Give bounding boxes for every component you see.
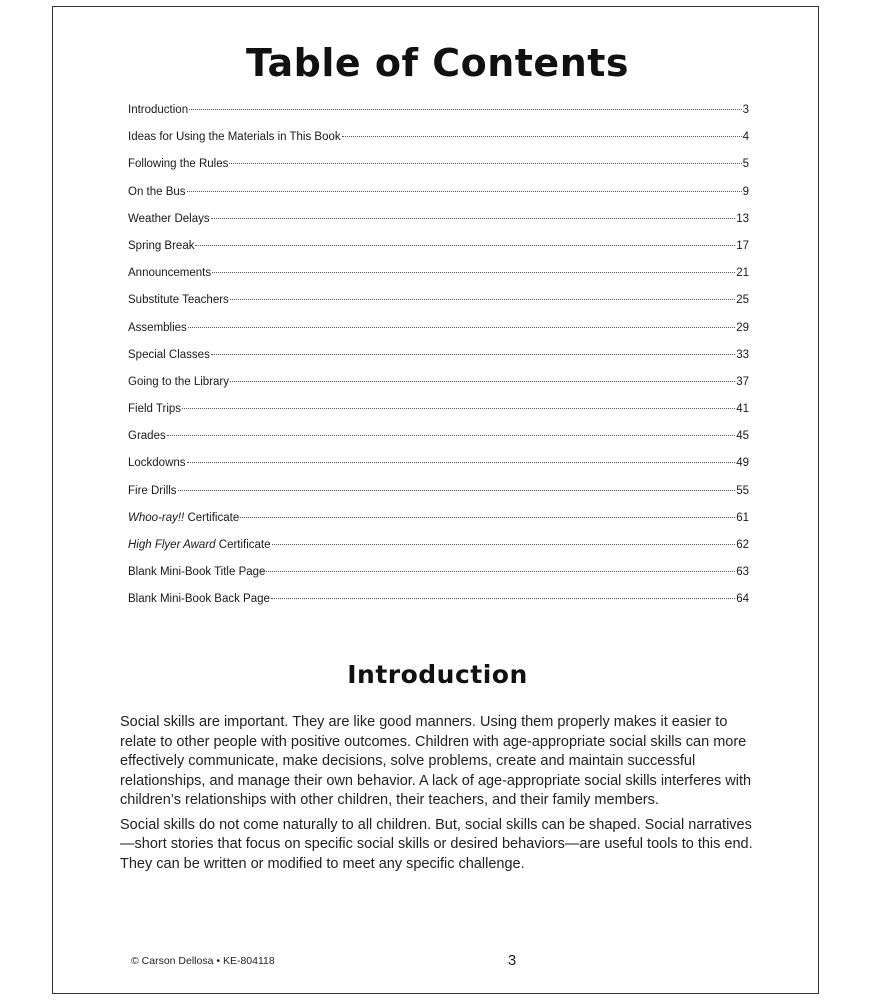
toc-leader-dots xyxy=(182,408,735,409)
toc-leader-dots xyxy=(187,191,742,192)
toc-leader-dots xyxy=(188,327,735,328)
toc-entry-page: 21 xyxy=(736,267,749,280)
toc-entry-label: Field Trips xyxy=(128,403,182,416)
toc-leader-dots xyxy=(266,571,735,572)
toc-entry-page: 13 xyxy=(736,212,749,225)
toc-entry-label xyxy=(128,512,239,524)
toc-leader-dots xyxy=(342,136,742,137)
toc-leader-dots xyxy=(189,109,741,110)
toc-leader-dots xyxy=(212,272,735,273)
toc-entry xyxy=(128,104,749,131)
toc-entry-label: Blank Mini-Book Back Page xyxy=(128,593,270,606)
toc-entry xyxy=(128,294,749,321)
toc-entry xyxy=(128,512,749,539)
toc-entry-page: 37 xyxy=(736,375,749,388)
toc-entry xyxy=(128,186,749,213)
toc-entry-label: On the Bus xyxy=(128,185,186,198)
footer-copyright: © Carson Dellosa • KE-804118 xyxy=(131,955,275,967)
toc-entry xyxy=(128,131,749,158)
toc-entry-page: 61 xyxy=(736,511,749,524)
toc-entry-label: Announcements xyxy=(128,267,212,280)
toc-title: Table of Contents xyxy=(245,41,630,85)
toc-entry-label: Grades xyxy=(128,430,166,443)
toc-leader-dots xyxy=(229,163,741,164)
toc-entry-label-italic: High Flyer Award xyxy=(128,539,216,551)
toc-entry xyxy=(128,457,749,484)
toc-leader-dots xyxy=(187,462,736,463)
toc-entry-label: Assemblies xyxy=(128,321,187,334)
toc-entry-label: Spring Break xyxy=(128,239,195,252)
table-of-contents xyxy=(128,104,749,621)
toc-entry-page: 55 xyxy=(736,484,749,497)
toc-entry-label: Blank Mini-Book Title Page xyxy=(128,566,266,579)
toc-entry-label: Fire Drills xyxy=(128,484,177,497)
toc-entry-page: 49 xyxy=(736,457,749,470)
toc-entry-page: 25 xyxy=(736,294,749,307)
toc-entry xyxy=(128,539,749,566)
toc-entry-label: Following the Rules xyxy=(128,158,229,171)
toc-entry-label: Ideas for Using the Materials in This Book xyxy=(128,131,341,144)
toc-entry xyxy=(128,430,749,457)
toc-entry-label xyxy=(128,539,271,551)
toc-entry-page: 62 xyxy=(736,539,749,551)
toc-leader-dots xyxy=(211,354,735,355)
toc-entry-page: 9 xyxy=(742,185,749,198)
toc-entry-label-text: Certificate xyxy=(184,511,240,524)
toc-entry-page: 17 xyxy=(736,239,749,252)
toc-entry xyxy=(128,349,749,376)
toc-entry xyxy=(128,403,749,430)
toc-entry-label: Introduction xyxy=(128,104,189,116)
toc-entry xyxy=(128,267,749,294)
toc-entry xyxy=(128,158,749,185)
toc-entry-page: 41 xyxy=(736,403,749,416)
toc-entry xyxy=(128,566,749,593)
footer-page-number: 3 xyxy=(507,952,517,969)
toc-leader-dots xyxy=(167,435,735,436)
toc-entry-page: 5 xyxy=(742,158,749,171)
toc-entry-label: Special Classes xyxy=(128,348,210,361)
toc-entry-page: 29 xyxy=(736,321,749,334)
intro-title: Introduction xyxy=(347,660,528,689)
toc-entry-page: 3 xyxy=(742,104,749,116)
toc-entry xyxy=(128,322,749,349)
toc-leader-dots xyxy=(230,299,735,300)
toc-leader-dots xyxy=(178,490,736,491)
intro-paragraph: Social skills are important. They are like good manners. Using them properly makes it easier to relate to other people with positive outcomes. Children with age-appropriate social skills can more effectively communicate, make decisions, solve problems, create and maintain successful relationships, and manage their own behavior. A lack of age-appropriate social skills interferes with children’s relationships with other children, their teachers, and their family members. xyxy=(120,714,752,808)
toc-leader-dots xyxy=(240,517,735,518)
toc-entry-label: Weather Delays xyxy=(128,212,210,225)
toc-entry-page: 64 xyxy=(736,593,749,606)
toc-leader-dots xyxy=(230,381,735,382)
toc-leader-dots xyxy=(211,218,736,219)
toc-leader-dots xyxy=(271,598,735,599)
toc-entry-page: 33 xyxy=(736,348,749,361)
toc-entry xyxy=(128,213,749,240)
toc-entry-page: 45 xyxy=(736,430,749,443)
toc-entry xyxy=(128,376,749,403)
toc-entry-label: Substitute Teachers xyxy=(128,294,229,307)
toc-entry-label: Going to the Library xyxy=(128,375,230,388)
toc-entry-page: 63 xyxy=(736,566,749,579)
toc-entry-label: Lockdowns xyxy=(128,457,186,470)
toc-entry xyxy=(128,240,749,267)
toc-entry-label-italic: Whoo-ray!! xyxy=(128,511,185,524)
toc-entry-page: 4 xyxy=(742,131,749,144)
toc-leader-dots xyxy=(272,544,736,545)
toc-leader-dots xyxy=(195,245,735,246)
toc-entry xyxy=(128,485,749,512)
intro-body xyxy=(120,713,762,879)
toc-entry xyxy=(128,593,749,620)
toc-entry-label-text: Certificate xyxy=(215,539,271,551)
intro-paragraph: Social skills do not come naturally to all children. But, social skills can be shaped. Social narratives—short stories that focus on specific social skills or desired behaviors—are useful tools to this end. They can be written or modified to meet any specific challenge. xyxy=(120,816,753,872)
